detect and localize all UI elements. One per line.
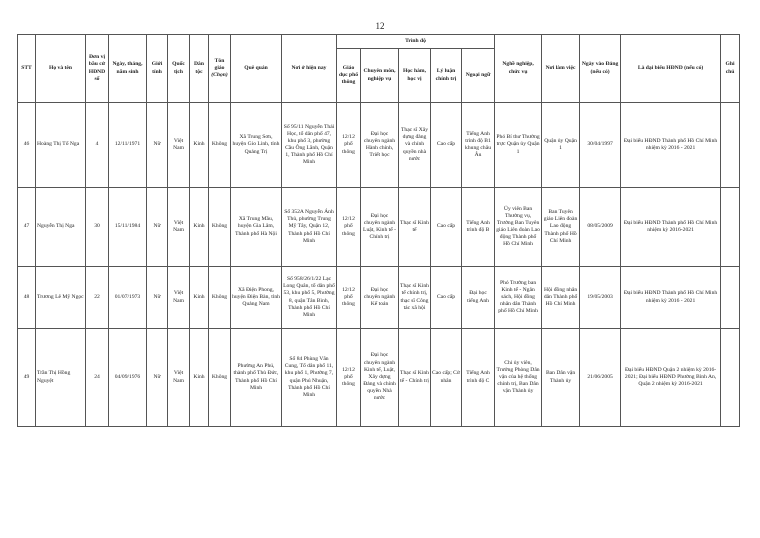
cell-residence: Số 352A Nguyễn Ánh Thủ, phường Trung Mỹ Tây, Quận 12, Thành phố Hồ Chí Minh (282, 188, 337, 267)
cell-unit: 24 (86, 329, 109, 427)
cell-politics: Cao cấp; Cử nhân (431, 329, 462, 427)
page-number: 12 (375, 21, 385, 31)
header-religion-note: (Chọn) (211, 72, 228, 79)
cell-stt: 47 (18, 188, 36, 267)
cell-gender: Nữ (147, 103, 168, 188)
cell-unit: 22 (86, 267, 109, 329)
cell-stt: 48 (18, 267, 36, 329)
cell-gender: Nữ (147, 188, 168, 267)
header-gender: Giới tính (147, 35, 168, 103)
cell-ethnicity: Kinh (190, 188, 209, 267)
cell-stt: 46 (18, 103, 36, 188)
cell-general-edu: 12/12 phổ thông (337, 329, 361, 427)
header-name: Họ và tên (36, 35, 86, 103)
cell-ethnicity: Kinh (190, 103, 209, 188)
cell-religion: Không (209, 329, 231, 427)
cell-note (721, 267, 740, 329)
cell-general-edu: 12/12 phổ thông (337, 188, 361, 267)
cell-party-date: 08/05/2009 (580, 188, 621, 267)
cell-nationality: Việt Nam (168, 267, 190, 329)
table-row (18, 267, 740, 329)
header-delegate: Là đại biểu HĐND (nếu có) (621, 35, 721, 103)
cell-degree: Thạc sĩ Kinh tế (399, 188, 431, 267)
header-unit: Đơn vị bầu cử HĐND số (86, 35, 109, 103)
cell-occupation: Phó Trưởng ban Kinh tế - Ngân sách, Hội đồng nhân dân Thành phố Hồ Chí Minh (495, 267, 542, 329)
cell-politics: Cao cấp (431, 103, 462, 188)
cell-note (721, 329, 740, 427)
cell-workplace: Ban Tuyên giáo Liên đoàn Lao động Thành phố Hồ Chí Minh (542, 188, 580, 267)
cell-specialty: Đại học chuyên ngành Luật, Kinh tế - Chính trị (361, 188, 399, 267)
header-ethnicity: Dân tộc (190, 35, 209, 103)
header-note: Ghi chú (721, 35, 740, 103)
cell-ethnicity: Kinh (190, 267, 209, 329)
cell-politics: Cao cấp (431, 188, 462, 267)
cell-party-date: 19/05/2003 (580, 267, 621, 329)
cell-name: Hoàng Thị Tố Nga (36, 103, 86, 188)
header-degree: Học hàm, học vị (399, 49, 431, 103)
cell-language: Tiếng Anh trình độ C (462, 329, 495, 427)
cell-religion: Không (209, 188, 231, 267)
cell-gender: Nữ (147, 267, 168, 329)
cell-dob: 15/11/1984 (109, 188, 147, 267)
cell-delegate: Đại biểu HĐND Thành phố Hồ Chí Minh nhiệm kỳ 2016 - 2021 (621, 267, 721, 329)
cell-party-date: 30/04/1997 (580, 103, 621, 188)
cell-gender: Nữ (147, 329, 168, 427)
header-dob: Ngày, tháng, năm sinh (109, 35, 147, 103)
cell-degree: Thạc sĩ Kinh tế - Chính trị (399, 329, 431, 427)
table-row (18, 188, 740, 267)
cell-workplace: Quận ủy Quận 1 (542, 103, 580, 188)
header-nationality: Quốc tịch (168, 35, 190, 103)
cell-delegate: Đại biểu HĐND Quận 2 nhiệm kỳ 2016-2021; Đại biểu HĐND Phường Bình An, Quận 2 nhiệm kỳ 2016-2021 (621, 329, 721, 427)
cell-unit: 4 (86, 103, 109, 188)
cell-party-date: 21/06/2005 (580, 329, 621, 427)
cell-degree: Thạc sĩ Kinh tế chính trị, thạc sĩ Công tác xã hội (399, 267, 431, 329)
cell-workplace: Ban Dân vận Thành ủy (542, 329, 580, 427)
cell-note (721, 188, 740, 267)
header-general-edu: Giáo dục phổ thông (337, 49, 361, 103)
cell-language: Tiếng Anh trình độ B1 khung châu Âu (462, 103, 495, 188)
table-row (18, 103, 740, 188)
cell-nationality: Việt Nam (168, 188, 190, 267)
header-occupation: Nghề nghiệp, chức vụ (495, 35, 542, 103)
cell-language: Đại học tiếng Anh (462, 267, 495, 329)
cell-workplace: Hội đồng nhân dân Thành phố Hồ Chí Minh (542, 267, 580, 329)
cell-hometown: Xã Trung Mầu, huyện Gia Lâm, Thành phố Hà Nội (231, 188, 282, 267)
cell-delegate: Đại biểu HĐND Thành phố Hồ Chí Minh nhiệm kỳ 2016 - 2021 (621, 103, 721, 188)
cell-name: Nguyễn Thị Nga (36, 188, 86, 267)
header-stt: STT (18, 35, 36, 103)
cell-occupation: Chi ủy viên, Trưởng Phòng Dân vận của hệ thống chính trị, Ban Dân vận Thành ủy (495, 329, 542, 427)
cell-general-edu: 12/12 phổ thông (337, 267, 361, 329)
header-politics: Lý luận chính trị (431, 49, 462, 103)
cell-general-edu: 12/12 phổ thông (337, 103, 361, 188)
cell-delegate: Đại biểu HĐND Thành phố Hồ Chí Minh nhiệm kỳ 2016-2021 (621, 188, 721, 267)
cell-religion: Không (209, 103, 231, 188)
cell-hometown: Xã Điện Phong, huyện Điện Bàn, tỉnh Quảng Nam (231, 267, 282, 329)
candidate-table (17, 34, 740, 427)
cell-specialty: Đại học chuyên ngành Kinh tế, Luật, Xây dựng Đảng và chính quyền Nhà nước (361, 329, 399, 427)
cell-note (721, 103, 740, 188)
cell-dob: 12/11/1971 (109, 103, 147, 188)
cell-specialty: Đại học chuyên ngành Hành chính, Triết học (361, 103, 399, 188)
header-specialty: Chuyên môn, nghiệp vụ (361, 49, 399, 103)
cell-politics: Cao cấp (431, 267, 462, 329)
cell-hometown: Phường An Phú, thành phố Thủ Đức, Thành phố Hồ Chí Minh (231, 329, 282, 427)
cell-ethnicity: Kinh (190, 329, 209, 427)
cell-specialty: Đại học chuyên ngành Kế toán (361, 267, 399, 329)
cell-dob: 01/07/1973 (109, 267, 147, 329)
cell-unit: 30 (86, 188, 109, 267)
cell-language: Tiếng Anh trình độ B (462, 188, 495, 267)
cell-occupation: Ủy viên Ban Thường vụ, Trưởng Ban Tuyên giáo Liên đoàn Lao động Thành phố Hồ Chí Minh (495, 188, 542, 267)
cell-name: Trần Thị Hồng Nguyệt (36, 329, 86, 427)
header-residence: Nơi ở hiện nay (282, 35, 337, 103)
cell-name: Trương Lê Mỹ Ngọc (36, 267, 86, 329)
table-row (18, 329, 740, 427)
header-education-group: Trình độ (337, 35, 495, 49)
cell-hometown: Xã Trung Sơn, huyện Gio Linh, tỉnh Quảng Trị (231, 103, 282, 188)
cell-residence: Số 84 Phùng Văn Cung, Tổ dân phố 11, khu phố 1, Phường 7, quận Phú Nhuận, Thành phố Hồ Chí Minh (282, 329, 337, 427)
cell-nationality: Việt Nam (168, 329, 190, 427)
header-hometown: Quê quán (231, 35, 282, 103)
header-religion (209, 35, 231, 103)
header-workplace: Nơi làm việc (542, 35, 580, 103)
cell-nationality: Việt Nam (168, 103, 190, 188)
cell-occupation: Phó Bí thư Thường trực Quận ủy Quận 1 (495, 103, 542, 188)
cell-residence: Số 958/26/1/22 Lạc Long Quân, tổ dân phố 53, khu phố 5, Phường 8, quận Tân Bình, Thành phố Hồ Chí Minh (282, 267, 337, 329)
header-language: Ngoại ngữ (462, 49, 495, 103)
cell-dob: 04/09/1976 (109, 329, 147, 427)
cell-stt: 49 (18, 329, 36, 427)
header-religion-label: Tôn giáo (214, 57, 225, 71)
cell-degree: Thạc sĩ Xây dựng đảng và chính quyền nhà nước (399, 103, 431, 188)
header-party-date: Ngày vào Đảng (nếu có) (580, 35, 621, 103)
cell-residence: Số 95/11 Nguyễn Thái Học, tổ dân phố 47, khu phố 3, phường Cầu Ông Lãnh, Quận 1, Thành phố Hồ Chí Minh (282, 103, 337, 188)
cell-religion: Không (209, 267, 231, 329)
